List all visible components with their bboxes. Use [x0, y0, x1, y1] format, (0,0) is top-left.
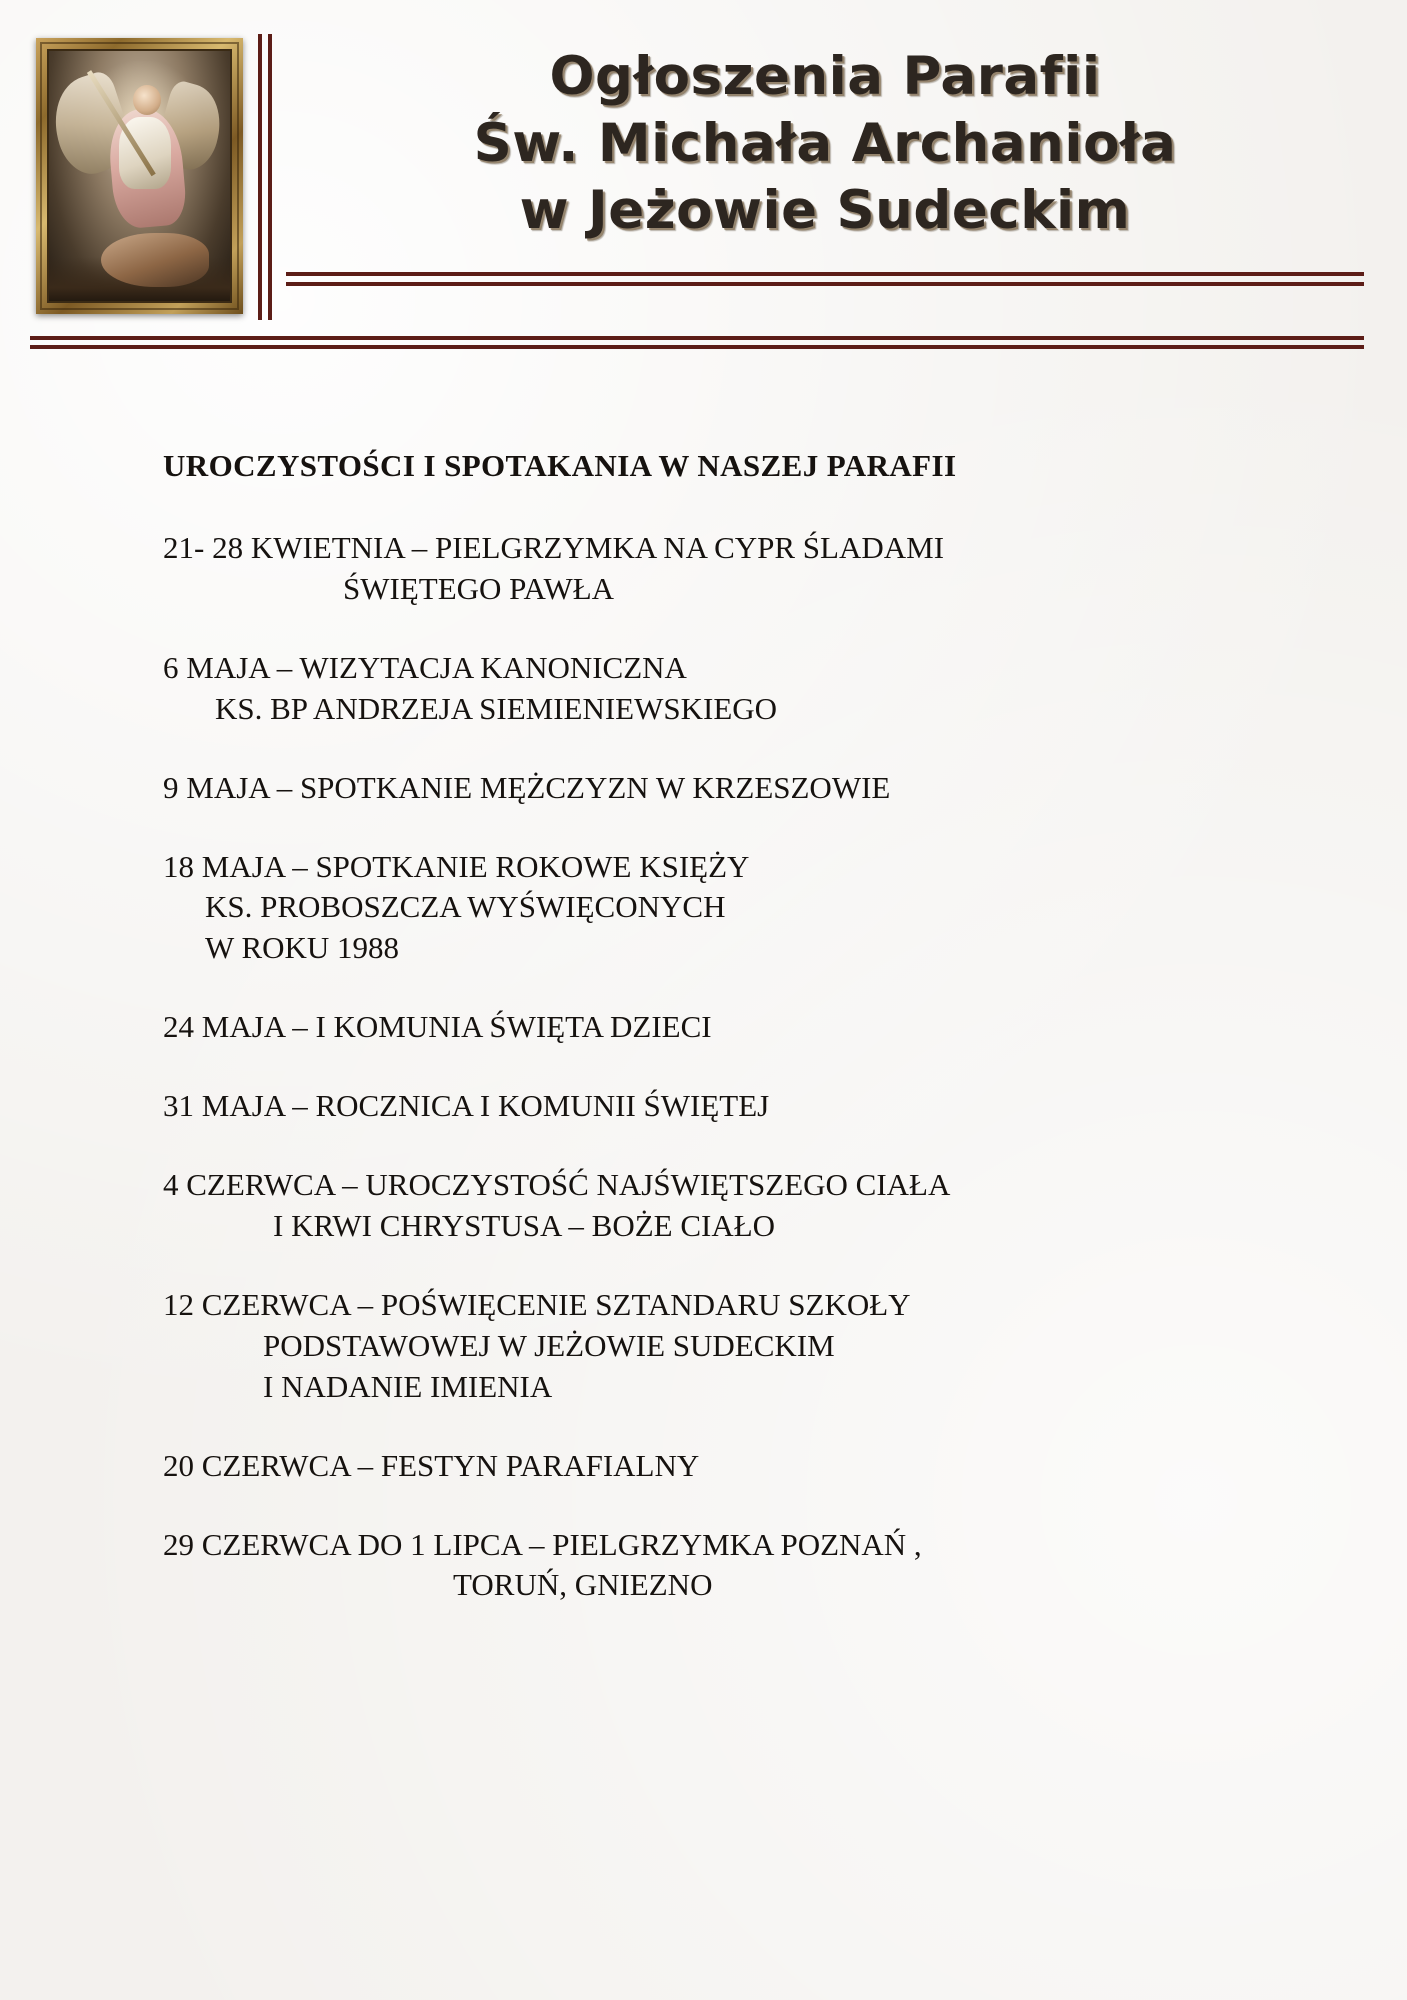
announcement-line: 21- 28 KWIETNIA – PIELGRZYMKA NA CYPR ŚLADAMI — [163, 530, 945, 565]
announcement-line: I NADANIE IMIENIA — [263, 1368, 553, 1404]
announcement-item — [163, 847, 1353, 970]
announcement-item — [163, 1165, 1353, 1247]
painting-head — [133, 85, 161, 115]
page-title-line-2: Św. Michała Archanioła — [473, 112, 1177, 174]
announcement-item — [163, 1285, 1353, 1408]
painting-demon — [101, 233, 209, 287]
page-title-line-3: w Jeżowie Sudeckim — [519, 179, 1131, 241]
announcement-line: KS. BP ANDRZEJA SIEMIENIEWSKIEGO — [215, 690, 778, 726]
announcement-item — [163, 768, 1353, 809]
painting-canvas — [47, 49, 232, 303]
document-header — [0, 0, 1407, 420]
announcement-line: 24 MAJA – I KOMUNIA ŚWIĘTA DZIECI — [163, 1009, 712, 1045]
announcement-line: KS. PROBOSZCZA WYŚWIĘCONYCH — [205, 889, 726, 925]
page-title — [286, 44, 1364, 244]
announcement-item — [163, 1007, 1353, 1048]
announcement-line: TORUŃ, GNIEZNO — [453, 1567, 713, 1603]
saint-michael-painting — [36, 38, 243, 314]
announcement-item — [163, 528, 1353, 610]
section-heading: UROCZYSTOŚCI I SPOTAKANIA W NASZEJ PARAFII — [163, 448, 957, 483]
announcement-line: PODSTAWOWEJ W JEŻOWIE SUDECKIM — [263, 1327, 835, 1363]
page-title-line-1: Ogłoszenia Parafii — [549, 46, 1101, 107]
header-double-rule — [286, 272, 1364, 286]
announcement-line: I KRWI CHRYSTUSA – BOŻE CIAŁO — [273, 1207, 776, 1243]
announcement-line: 29 CZERWCA DO 1 LIPCA – PIELGRZYMKA POZNAŃ , — [163, 1526, 922, 1562]
header-vertical-divider — [258, 34, 272, 320]
announcement-line: 12 CZERWCA – POŚWIĘCENIE SZTANDARU SZKOŁY — [163, 1286, 911, 1322]
announcement-line: 6 MAJA – WIZYTACJA KANONICZNA — [163, 649, 687, 685]
announcement-line: ŚWIĘTEGO PAWŁA — [343, 570, 615, 606]
header-full-width-rule — [30, 336, 1364, 349]
announcement-line: 9 MAJA – SPOTKANIE MĘŻCZYZN W KRZESZOWIE — [163, 769, 891, 805]
announcement-item — [163, 1525, 1353, 1607]
announcement-line: 18 MAJA – SPOTKANIE ROKOWE KSIĘŻY — [163, 848, 750, 884]
announcement-item — [163, 1086, 1353, 1127]
announcement-item — [163, 648, 1353, 730]
announcements-content — [163, 448, 1353, 1644]
announcement-line: 4 CZERWCA – UROCZYSTOŚĆ NAJŚWIĘTSZEGO CIAŁA — [163, 1167, 951, 1203]
announcement-line: 20 CZERWCA – FESTYN PARAFIALNY — [163, 1447, 700, 1483]
announcement-line: 31 MAJA – ROCZNICA I KOMUNII ŚWIĘTEJ — [163, 1088, 770, 1124]
announcement-item — [163, 1446, 1353, 1487]
announcement-line: W ROKU 1988 — [205, 930, 400, 966]
